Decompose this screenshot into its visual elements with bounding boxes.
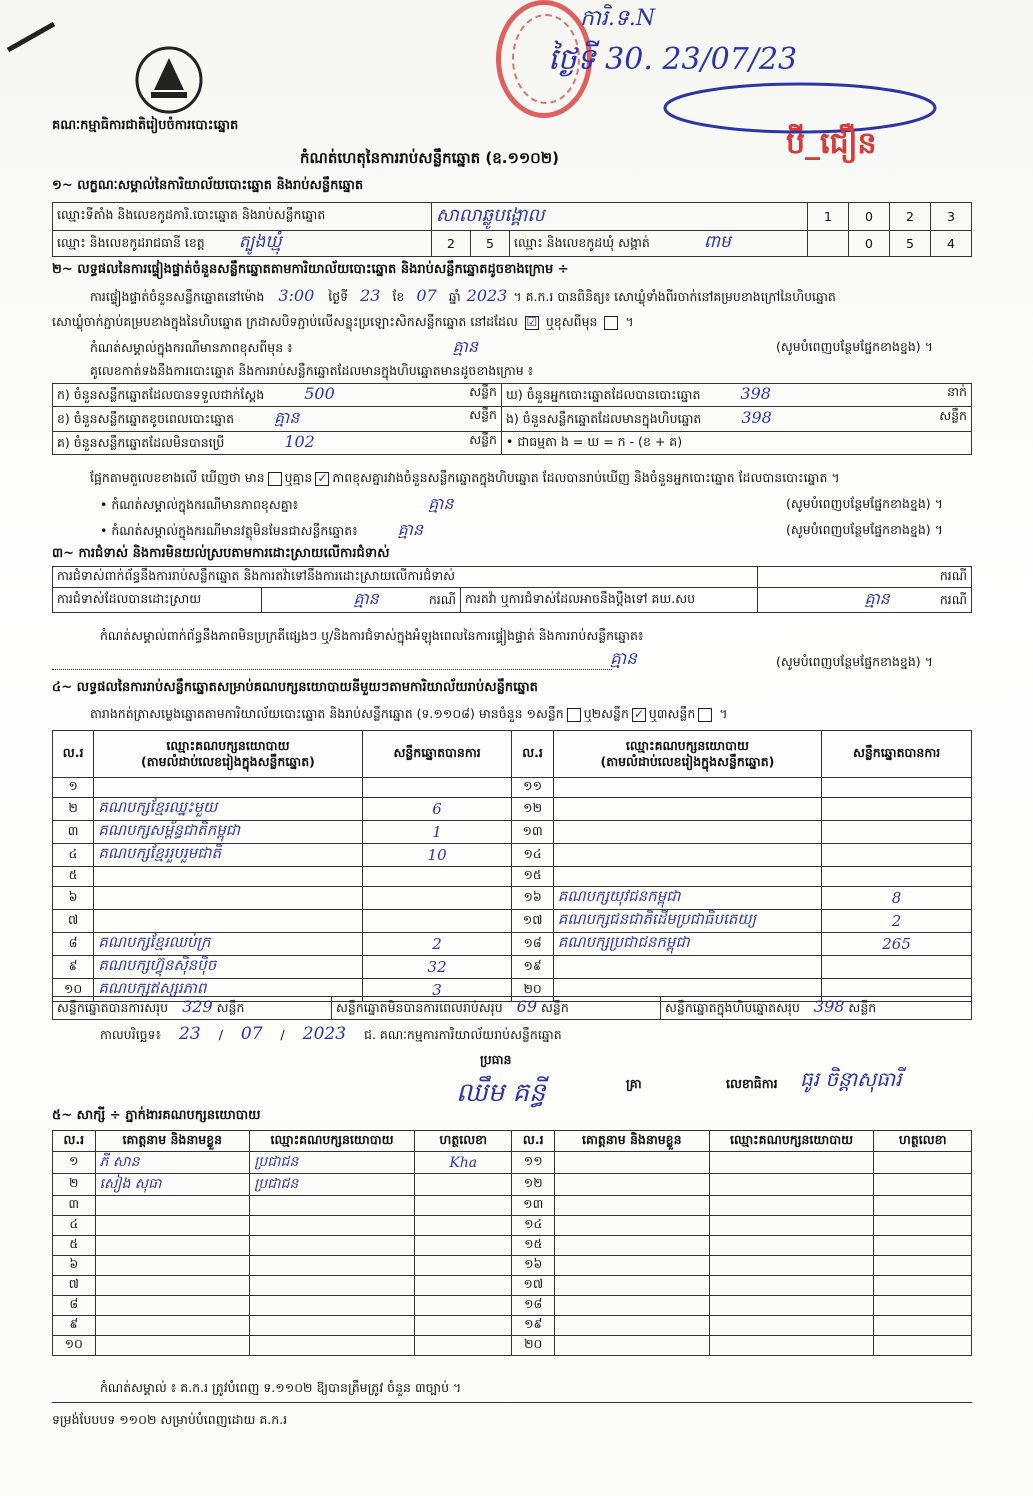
secretary-label: លេខាធិការ [726, 1076, 778, 1091]
section1-title: ១~ លក្ខណៈសម្គាល់នៃការិយាល័យបោះឆ្នោត និងរាប់សន្លឹកឆ្នោត [52, 178, 364, 193]
results-col-party: ឈ្មោះគណបក្សនយោបាយ (តាមលំដាប់លេខរៀងក្នុងសន្លឹកឆ្នោត) [94, 731, 362, 778]
witness-signature [874, 1256, 972, 1276]
witness-signature [414, 1236, 512, 1256]
party-name [553, 867, 821, 887]
commune-code-digit: 0 [849, 231, 890, 257]
party-name [553, 798, 821, 821]
witness-name [95, 1196, 250, 1216]
witness-signature [874, 1296, 972, 1316]
witness-party [709, 1216, 874, 1236]
bullet1-fill-note: (សូមបំពេញបន្ថែមផ្នែកខាងខ្នង) ។ [786, 496, 943, 511]
difference-yes-checkbox[interactable] [268, 472, 282, 486]
witness-name [95, 1296, 250, 1316]
sheet-count-line: តារាងកត់ត្រាសម្លេងឆ្នោតតាមការិយាល័យបោះឆ្នោត និងរាប់សន្លឹកឆ្នោត (ទ.១១០៨) មានចំនួន ១សន្លឹក ឬ២សន្លឹក ✓ ឬ៣សន្លឹក ។ [90, 706, 728, 721]
location-name-label: ឈ្មោះទីតាំង និងលេខកូដការិ.បោះឆ្នោត និងរាប់សន្លឹកឆ្នោត [53, 203, 432, 231]
witness-row [53, 1174, 972, 1196]
counts-row: ខ) ចំនួនសន្លឹកឆ្នោតខូចពេលបោះឆ្នោត គ្មាន សន្លឹក ង) ចំនួនសន្លឹកឆ្នោតដែលមានក្នុងហិបឆ្នោត 398 សន្លឹក [53, 407, 972, 432]
witness-signature [874, 1276, 972, 1296]
party-votes [822, 778, 972, 798]
row-number: ១២ [512, 1174, 555, 1196]
counts-row: ក) ចំនួនសន្លឹកឆ្នោតដែលបានទទួលជាក់ស្តែង 500 សន្លឹក ឃ) ចំនួនអ្នកបោះឆ្នោតដែលបានបោះឆ្នោត 398 នាក់ [53, 384, 972, 407]
commune-code-digit: 4 [931, 231, 972, 257]
results-col-votes: សន្លឹកឆ្នោតបានការ [362, 731, 512, 778]
party-mark-handwritten: បី_ជឿន [786, 126, 877, 161]
total-valid-cell: សន្លឹកឆ្នោតបានការសរុប 329 សន្លឹក [53, 997, 332, 1020]
section3-title: ៣~ ការជំទាស់ និងការមិនយល់ស្របតាមការដោះស្រាយលើការជំទាស់ [52, 546, 390, 561]
witness-signature [874, 1236, 972, 1256]
bullet1-line: • កំណត់សម្គាល់ក្នុងករណីមានភាពខុសគ្នា៖ គ្មាន [100, 494, 454, 513]
two-sheet-checkbox[interactable]: ✓ [633, 706, 644, 721]
chair-label: ប្រធាន [480, 1052, 512, 1067]
witness-signature [414, 1316, 512, 1336]
witness-name [555, 1236, 710, 1256]
row-number: ៣ [53, 821, 94, 844]
date-line: កាលបរិច្ឆេទ៖ 23 / 07 / 2023 ជ. គណៈកម្មការការិយាល័យរាប់សន្លឹកឆ្នោត [100, 1024, 562, 1044]
form-version-note: ទម្រង់បែបបទ ១១០២ សម្រាប់បំពេញដោយ គ.ក.រ [52, 1412, 288, 1427]
commune-row-label: ឈ្មោះ និងលេខកូដឃុំ សង្កាត់ ពាម [510, 231, 808, 257]
row-number: ៤ [53, 844, 94, 867]
witness-signature [874, 1174, 972, 1196]
witness-name [95, 1256, 250, 1276]
witness-signature [414, 1336, 512, 1356]
total-box-cell: សន្លឹកឆ្នោតក្នុងហិបឆ្នោតសរុប 398 សន្លឹក [661, 997, 972, 1020]
witness-signature [414, 1174, 512, 1196]
results-col-votes: សន្លឹកឆ្នោតបានការ [822, 731, 972, 778]
resolved-label: ការជំទាស់ដែលបានដោះស្រាយ [53, 588, 262, 613]
witness-row [53, 1336, 972, 1356]
section5-title: ៥~ សាក្សី ÷ ភ្នាក់ងារគណបក្សនយោបាយ [52, 1108, 261, 1123]
row-number: ១៦ [512, 1256, 555, 1276]
party-name [553, 956, 821, 979]
row-number: ៤ [53, 1216, 96, 1236]
verification-sentence: ការផ្ទៀងផ្ទាត់ចំនួនសន្លឹកឆ្នោតនៅម៉ោង 3:00 ថ្ងៃទី 23 ខែ 07 ឆ្នាំ 2023 ។ គ.ក.រ បានពិនិត្យ៖ សោឃ្លុំទាំងពីរចាក់នៅគម្របខាងក្រៅនៃហិបឆ្នោត [90, 286, 836, 305]
witness-name [555, 1174, 710, 1196]
row-number: ២ [53, 798, 94, 821]
three-sheet-checkbox[interactable] [698, 708, 712, 722]
row-number: ៦ [53, 887, 94, 910]
party-name: គណបក្សខ្មែរឈប់ក្រ [94, 933, 362, 956]
row-number: ១១ [512, 1152, 555, 1174]
row-number: ១៥ [512, 867, 553, 887]
witness-party [709, 1152, 874, 1174]
stamp-prefix: ការិ.ទ.N [580, 6, 656, 31]
witness-party [709, 1296, 874, 1316]
difference-note-line: កំណត់សម្គាល់ក្នុងករណីមានភាពខុសពីមុន ៖ គ្មាន [90, 337, 479, 356]
witness-signature: Kha [414, 1152, 512, 1174]
bullet2-fill-note: (សូមបំពេញបន្ថែមផ្នែកខាងខ្នង) ។ [786, 522, 943, 537]
party-votes: 265 [822, 933, 972, 956]
row-number: ១ [53, 1152, 96, 1174]
location-code-digit: 2 [890, 203, 931, 231]
member-label: គ្រា [626, 1076, 642, 1091]
witness-row [53, 1236, 972, 1256]
results-row [53, 778, 972, 798]
witness-party: ប្រជាជន [250, 1152, 415, 1174]
objections-table [52, 566, 972, 613]
location-code-digit: 1 [808, 203, 849, 231]
seal-same-checkbox[interactable]: ☑ [526, 314, 538, 329]
row-number: ៧ [53, 910, 94, 933]
results-totals-table [52, 996, 972, 1020]
results-table [52, 730, 972, 1002]
party-name: គណបក្សប្រជាជនកម្ពុជា [553, 933, 821, 956]
witness-col-sign: ហត្ថលេខា [414, 1131, 512, 1152]
province-code-digit: 2 [432, 231, 471, 257]
irregularity-fill-note: (សូមបំពេញបន្ថែមផ្នែកខាងខ្នង) ។ [776, 654, 933, 669]
party-votes: 3 [362, 979, 512, 1002]
party-votes [822, 844, 972, 867]
row-number: ១២ [512, 798, 553, 821]
witness-signature [874, 1336, 972, 1356]
party-votes [362, 887, 512, 910]
row-number: ២០ [512, 979, 553, 1002]
one-sheet-checkbox[interactable] [567, 708, 581, 722]
witness-table [52, 1130, 972, 1356]
row-number: ២ [53, 1174, 96, 1196]
location-name-value: សាលាឆ្លូបង្គោល [432, 203, 808, 231]
irregularity-note: កំណត់សម្គាល់ពាក់ព័ន្ធនឹងភាពមិនប្រក្រតីផ្សេងៗ ឬ/និងការជំទាស់ក្នុងអំឡុងពេលនៃការផ្ទៀងផ្ទាត់ និងការរាប់សន្លឹកឆ្នោត៖ [100, 628, 644, 643]
witness-name: ភី សាន [95, 1152, 250, 1174]
witness-party [250, 1316, 415, 1336]
footnote: កំណត់សម្គាល់ ៖ គ.ក.រ ត្រូវបំពេញ ទ.១១០២ ឱ្យបានត្រឹមត្រូវ ចំនួន ៣ច្បាប់ ។ [100, 1380, 462, 1395]
objection-unit: ករណី [758, 567, 972, 588]
results-row [53, 933, 972, 956]
witness-party [709, 1256, 874, 1276]
witness-party: ប្រជាជន [250, 1174, 415, 1196]
seal-sentence: សោឃ្លុំចាក់ភ្ជាប់គម្របខាងក្នុងនៃហិបឆ្នោត ក្រដាសបិទភ្ជាប់លើសន្លុះប្រឡោះសិកសន្លឹកឆ្នោត នៅដដែល ☑ ឬខុសពីមុន ។ [52, 314, 634, 329]
results-row [53, 956, 972, 979]
witness-party [709, 1316, 874, 1336]
difference-sentence: ផ្អែកតាមតួលេខខាងលើ ឃើញថា មាន ឬគ្មាន ✓ ភាពខុសគ្នារវាងចំនួនសន្លឹកឆ្នោតក្នុងហិបឆ្នោត ដែលបានរាប់ឃើញ និងចំនួនអ្នកបោះឆ្នោត ដែលបានបោះឆ្នោត ។ [90, 470, 840, 485]
row-number: ៧ [53, 1276, 96, 1296]
witness-party [709, 1196, 874, 1216]
party-votes [362, 910, 512, 933]
party-name [94, 910, 362, 933]
witness-party [250, 1336, 415, 1356]
row-number: ៩ [53, 956, 94, 979]
stamp-date-note: ថ្ងៃទី 30. 23/07/23 [548, 42, 798, 77]
witness-signature [874, 1216, 972, 1236]
party-votes: 2 [362, 933, 512, 956]
appeal-value: គ្មាន ករណី [758, 588, 972, 613]
results-row [53, 844, 972, 867]
witness-party [709, 1336, 874, 1356]
party-name: គណបក្សសម្ព័ន្ធជាតិកម្ពុជា [94, 821, 362, 844]
row-number: ១០ [53, 979, 94, 1002]
dotted-line [52, 668, 612, 670]
results-col-party: ឈ្មោះគណបក្សនយោបាយ (តាមលំដាប់លេខរៀងក្នុងសន្លឹកឆ្នោត) [553, 731, 821, 778]
witness-party [250, 1196, 415, 1216]
witness-col-no: ល.រ [512, 1131, 555, 1152]
row-number: ១០ [53, 1336, 96, 1356]
witness-signature [414, 1216, 512, 1236]
party-votes: 1 [362, 821, 512, 844]
witness-col-party: ឈ្មោះគណបក្សនយោបាយ [250, 1131, 415, 1152]
party-name [94, 778, 362, 798]
row-number: ១៩ [512, 956, 553, 979]
witness-party [250, 1296, 415, 1316]
party-name: គណបក្សជនជាតិដើមប្រជាធិបតេយ្យ [553, 910, 821, 933]
bullet2-line: • កំណត់សម្គាល់ក្នុងករណីមានវត្ថុមិនមែនជាសន្លឹកឆ្នោត៖ គ្មាន [100, 520, 424, 539]
witness-row [53, 1316, 972, 1336]
witness-name: សៀង សុធា [95, 1174, 250, 1196]
witness-party [250, 1216, 415, 1236]
resolved-value: គ្មាន ករណី [262, 588, 461, 613]
witness-party [250, 1276, 415, 1296]
party-name [553, 821, 821, 844]
witness-name [555, 1296, 710, 1316]
witness-row [53, 1276, 972, 1296]
nec-logo-icon [134, 40, 204, 116]
province-row-label: ឈ្មោះ និងលេខកូដរាជធានី ខេត្ត ត្បូងឃ្មុំ [53, 231, 432, 257]
party-name: គណបក្សខ្មែរឈ្នះមួយ [94, 798, 362, 821]
party-name [94, 887, 362, 910]
witness-signature [874, 1316, 972, 1336]
row-number: ១៧ [512, 910, 553, 933]
row-number: ១៣ [512, 1196, 555, 1216]
location-code-digit: 0 [849, 203, 890, 231]
row-number: ៣ [53, 1196, 96, 1216]
row-number: ១៨ [512, 1296, 555, 1316]
party-votes [822, 956, 972, 979]
witness-col-name: គោត្តនាម និងនាមខ្លួន [95, 1131, 250, 1152]
row-number: ៨ [53, 933, 94, 956]
results-row [53, 887, 972, 910]
witness-signature [874, 1196, 972, 1216]
row-number: ៦ [53, 1256, 96, 1276]
row-number: ១៩ [512, 1316, 555, 1336]
witness-col-sign: ហត្ថលេខា [874, 1131, 972, 1152]
witness-name [95, 1276, 250, 1296]
secretary-signature: ធូរ ចិន្តាសុធារី [800, 1067, 902, 1091]
row-number: ១៨ [512, 933, 553, 956]
row-number: ៥ [53, 1236, 96, 1256]
witness-name [95, 1316, 250, 1336]
counts-table [52, 383, 972, 455]
org-name: គណៈកម្មាធិការជាតិរៀបចំការបោះឆ្នោត [52, 118, 239, 133]
row-number: ៥ [53, 867, 94, 887]
party-votes [362, 778, 512, 798]
witness-signature [874, 1152, 972, 1174]
counts-intro: គូលេខកាត់ទងនឹងការបោះឆ្នោត និងការរាប់សន្លឹកឆ្នោតដែលមានក្នុងហិបឆ្នោតមានដូចខាងក្រោម ៖ [90, 363, 534, 378]
witness-name [555, 1316, 710, 1336]
document-title: កំណត់ហេតុនៃការរាប់សន្លឹកឆ្នោត (ឧ.១១០២) [300, 149, 560, 167]
witness-name [555, 1336, 710, 1356]
party-votes: 2 [822, 910, 972, 933]
party-votes: 32 [362, 956, 512, 979]
row-number: ១៥ [512, 1236, 555, 1256]
witness-party [250, 1236, 415, 1256]
party-votes: 10 [362, 844, 512, 867]
pen-mark-icon [4, 20, 64, 60]
witness-name [555, 1276, 710, 1296]
witness-signature [414, 1256, 512, 1276]
witness-party [709, 1236, 874, 1256]
row-number: ១៤ [512, 1216, 555, 1236]
witness-name [95, 1236, 250, 1256]
party-name: គណបក្សយុវជនកម្ពុជា [553, 887, 821, 910]
witness-signature [414, 1296, 512, 1316]
witness-col-no: ល.រ [53, 1131, 96, 1152]
witness-row [53, 1152, 972, 1174]
difference-no-checkbox[interactable]: ✓ [317, 470, 328, 485]
location-table [52, 202, 972, 257]
row-number: ១៧ [512, 1276, 555, 1296]
party-votes [822, 798, 972, 821]
results-col-no: ល.រ [512, 731, 553, 778]
footer-divider [52, 1402, 972, 1403]
party-name: គណបក្សខ្មែររួបរួមជាតិ [94, 844, 362, 867]
row-number: ១ [53, 778, 94, 798]
irregularity-value: គ្មាន [610, 649, 637, 669]
witness-party [250, 1256, 415, 1276]
seal-changed-checkbox[interactable] [604, 316, 618, 330]
row-number: ៨ [53, 1296, 96, 1316]
witness-party [709, 1276, 874, 1296]
party-name [94, 867, 362, 887]
appeal-label: ការតវ៉ា ឬការជំទាស់ដែលអាចនឹងប្តឹងទៅ គឃ.សប [461, 588, 758, 613]
witness-col-name: គោត្តនាម និងនាមខ្លួន [555, 1131, 710, 1152]
results-row [53, 798, 972, 821]
results-col-no: ល.រ [53, 731, 94, 778]
commune-code-blank [808, 231, 849, 257]
witness-name [95, 1216, 250, 1236]
results-row [53, 867, 972, 887]
chair-signature: ឈឹម គន្ធី [456, 1078, 546, 1108]
objection-row-label: ការជំទាស់ពាក់ព័ន្ធនឹងការរាប់សន្លឹកឆ្នោត និងការតវ៉ាទៅនឹងការដោះស្រាយលើការជំទាស់ [53, 567, 758, 588]
witness-row [53, 1296, 972, 1316]
witness-name [555, 1196, 710, 1216]
row-number: ១៦ [512, 887, 553, 910]
witness-name [95, 1336, 250, 1356]
party-name: គណបក្សឥស្សរភាព [94, 979, 362, 1002]
location-code-digit: 3 [931, 203, 972, 231]
party-name [553, 844, 821, 867]
counts-row: គ) ចំនួនសន្លឹកឆ្នោតដែលមិនបានប្រើ 102 សន្លឹក • ជាធម្មតា ង = ឃ = ក - (ខ + គ) [53, 432, 972, 455]
row-number: ១៤ [512, 844, 553, 867]
witness-name [555, 1256, 710, 1276]
party-votes [362, 867, 512, 887]
total-invalid-cell: សន្លឹកឆ្នោតមិនបានការពេលរាប់សរុប 69 សន្លឹក [332, 997, 661, 1020]
witness-row [53, 1256, 972, 1276]
row-number: ១៣ [512, 821, 553, 844]
party-votes: 8 [822, 887, 972, 910]
party-name: គណបក្សហ៊្វុនស៊ិនប៉ិច [94, 956, 362, 979]
party-votes: 6 [362, 798, 512, 821]
witness-name [555, 1216, 710, 1236]
witness-row [53, 1196, 972, 1216]
party-votes [822, 821, 972, 844]
section4-title: ៤~ លទ្ធផលនៃការរាប់សន្លឹកឆ្នោតសម្រាប់គណបក្សនយោបាយនីមួយៗតាមការិយាល័យរាប់សន្លឹកឆ្នោត [52, 680, 538, 695]
witness-signature [414, 1276, 512, 1296]
results-row [53, 910, 972, 933]
fill-note: (សូមបំពេញបន្ថែមផ្នែកខាងខ្នង) ។ [776, 339, 933, 354]
row-number: ២០ [512, 1336, 555, 1356]
witness-party [709, 1174, 874, 1196]
witness-signature [414, 1196, 512, 1216]
party-votes [822, 867, 972, 887]
row-number: ១១ [512, 778, 553, 798]
province-code-digit: 5 [471, 231, 510, 257]
results-row [53, 821, 972, 844]
witness-name [555, 1152, 710, 1174]
commune-code-digit: 5 [890, 231, 931, 257]
party-name [553, 778, 821, 798]
section2-title: ២~ លទ្ធផលនៃការផ្ទៀងផ្ទាត់ចំនួនសន្លឹកឆ្នោតតាមការិយាល័យបោះឆ្នោត និងរាប់សន្លឹកឆ្នោតដូចខាងក្រោម ÷ [52, 262, 569, 277]
row-number: ៩ [53, 1316, 96, 1336]
witness-col-party: ឈ្មោះគណបក្សនយោបាយ [709, 1131, 874, 1152]
witness-row [53, 1216, 972, 1236]
